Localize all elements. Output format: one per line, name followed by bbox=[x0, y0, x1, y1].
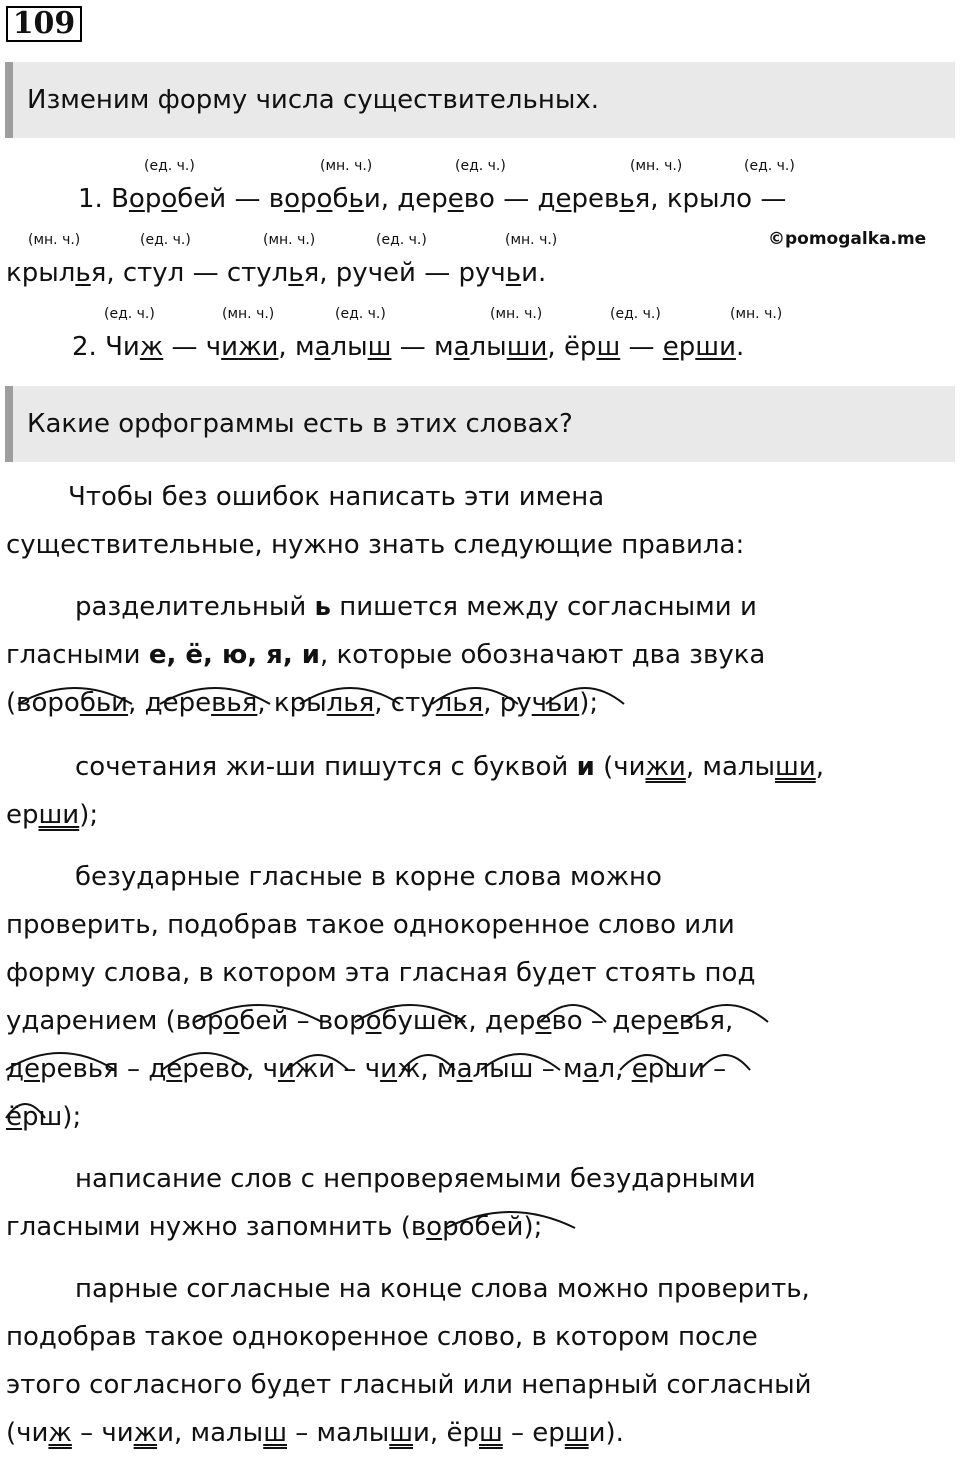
paragraph-line: парные согласные на конце слова можно проверить, bbox=[75, 1274, 810, 1304]
paragraph-line: разделительный ь пишется между согласными и bbox=[75, 592, 757, 622]
grammar-label: (мн. ч.) bbox=[28, 232, 81, 248]
word: ерши bbox=[631, 1054, 705, 1084]
word: ручьи bbox=[499, 688, 580, 718]
grammar-label: (мн. ч.) bbox=[730, 306, 783, 322]
word: ёрш bbox=[6, 1102, 63, 1132]
paragraph-line: (чиж – чижи, малыш – малыши, ёрш – ерши). bbox=[6, 1418, 624, 1448]
word: дерево bbox=[148, 1054, 247, 1084]
word: воробушек bbox=[317, 1006, 469, 1036]
question-heading-2: Какие орфограммы есть в этих словах? bbox=[5, 386, 955, 462]
grammar-label: (ед. ч.) bbox=[376, 232, 427, 248]
word: дерево bbox=[397, 184, 495, 214]
paragraph-line: написание слов с непроверяемыми безударными bbox=[75, 1164, 756, 1194]
paragraph-line: (воробьи, деревья, крылья, стулья, ручьи); bbox=[6, 688, 599, 718]
question-heading-1: Изменим форму числа существительных. bbox=[5, 62, 955, 138]
word: Воробей bbox=[111, 184, 227, 214]
word: стулья bbox=[226, 258, 320, 288]
word: воробей bbox=[175, 1006, 289, 1036]
word: воробьи bbox=[268, 184, 381, 214]
paragraph-line: существительные, нужно знать следующие правила: bbox=[6, 530, 745, 560]
word: крылья bbox=[6, 258, 107, 288]
word: ёрш bbox=[563, 332, 621, 362]
word: деревья bbox=[144, 688, 258, 718]
grammar-label: (мн. ч.) bbox=[320, 158, 373, 174]
paragraph-line: гласными нужно запомнить (воробей); bbox=[6, 1212, 543, 1242]
word: стулья bbox=[390, 688, 484, 718]
word: малыш bbox=[436, 1054, 534, 1084]
grammar-label: (ед. ч.) bbox=[140, 232, 191, 248]
paragraph-line: безударные гласные в корне слова можно bbox=[75, 862, 662, 892]
task-number: 109 bbox=[6, 6, 82, 42]
grammar-label: (ед. ч.) bbox=[610, 306, 661, 322]
paragraph-line: подобрав такое однокоренное слово, в котором после bbox=[6, 1322, 758, 1352]
paragraph-line: ёрш); bbox=[6, 1102, 82, 1132]
paragraph-line: сочетания жи-ши пишутся с буквой и (чижи, малыши, bbox=[75, 752, 825, 782]
grammar-label: (мн. ч.) bbox=[490, 306, 543, 322]
example-line-2: крылья, стул — стулья, ручей — ручьи. bbox=[6, 258, 547, 288]
paragraph-line: Чтобы без ошибок написать эти имена bbox=[68, 482, 605, 512]
paragraph-line: ерши); bbox=[6, 800, 99, 830]
word: воробьи bbox=[16, 688, 129, 718]
grammar-label: (ед. ч.) bbox=[455, 158, 506, 174]
paragraph-line: этого согласного будет гласный или непарный согласный bbox=[6, 1370, 812, 1400]
word: чижи bbox=[205, 332, 279, 362]
word: чижи bbox=[262, 1054, 336, 1084]
grammar-label: (ед. ч.) bbox=[144, 158, 195, 174]
grammar-label: (мн. ч.) bbox=[630, 158, 683, 174]
paragraph-line: форму слова, в котором эта гласная будет стоять под bbox=[6, 958, 756, 988]
paragraph-line: проверить, подобрав такое однокоренное слово или bbox=[6, 910, 735, 940]
paragraph-line: гласными е, ё, ю, я, и, которые обозначают два звука bbox=[6, 640, 766, 670]
word: дерево bbox=[484, 1006, 583, 1036]
word: Чиж bbox=[105, 332, 164, 362]
word: чиж bbox=[364, 1054, 421, 1084]
watermark: ©pomogalka.me bbox=[768, 229, 927, 249]
word: воробей bbox=[410, 1212, 524, 1242]
paragraph-line: ударением (воробей – воробушек, дерево – деревья, bbox=[6, 1006, 734, 1036]
word: деревья bbox=[537, 184, 651, 214]
grammar-label: (ед. ч.) bbox=[744, 158, 795, 174]
word: ручьи bbox=[458, 258, 538, 288]
grammar-label: (мн. ч.) bbox=[505, 232, 558, 248]
grammar-label: (ед. ч.) bbox=[335, 306, 386, 322]
word: деревья bbox=[612, 1006, 725, 1036]
example-line-1: 1. Воробей — воробьи, дерево — деревья, крыло — bbox=[78, 184, 787, 214]
grammar-label: (мн. ч.) bbox=[263, 232, 316, 248]
grammar-label: (мн. ч.) bbox=[222, 306, 275, 322]
example-line-3: 2. Чиж — чижи, малыш — малыши, ёрш — ерши. bbox=[72, 332, 745, 362]
paragraph-line: деревья – дерево, чижи – чиж, малыш – мал, ерши – bbox=[6, 1054, 727, 1084]
word: ерши bbox=[662, 332, 736, 362]
word: малыши bbox=[433, 332, 548, 362]
word: крылья bbox=[273, 688, 375, 718]
word: мал bbox=[562, 1054, 616, 1084]
word: деревья bbox=[6, 1054, 119, 1084]
grammar-label: (ед. ч.) bbox=[104, 306, 155, 322]
word: малыш bbox=[294, 332, 392, 362]
